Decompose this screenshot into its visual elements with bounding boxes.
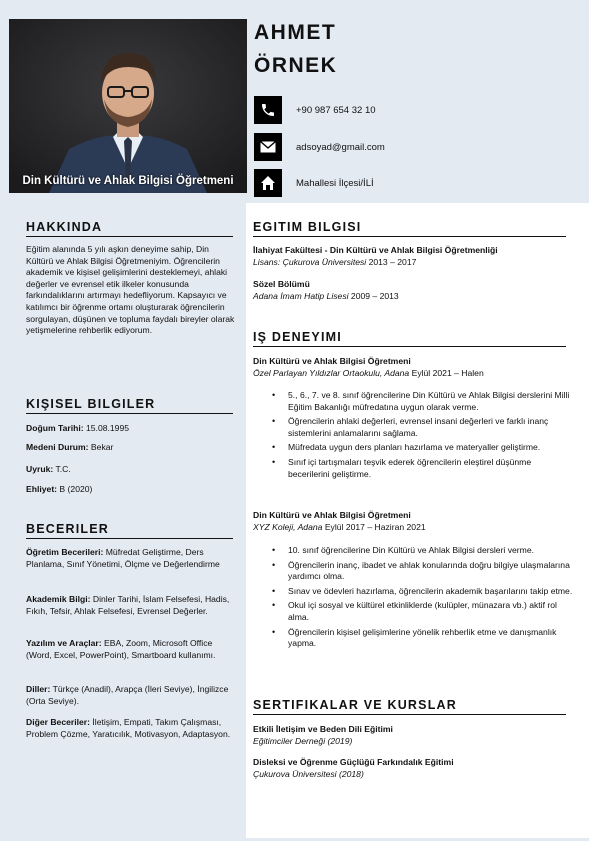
personal-item-birthdate bbox=[26, 423, 129, 433]
cert-issuer: Çukurova Üniversitesi (2018) bbox=[253, 768, 364, 779]
job-header bbox=[253, 356, 568, 379]
name-last: ÖRNEK bbox=[254, 54, 338, 77]
education-degree: Sözel Bölümü bbox=[253, 279, 310, 289]
cert-item bbox=[253, 724, 568, 747]
person-name bbox=[254, 16, 337, 82]
education-degree: İlahiyat Fakültesi - Din Kültürü ve Ahlak Bilgisi Öğretmenliği bbox=[253, 245, 498, 255]
list-item: • Sınıf içi tartışmaları teşvik ederek öğrencilerin eleştirel düşünme becerilerini geliştirme. bbox=[288, 457, 573, 480]
personal-title: KIŞISEL BILGILER bbox=[26, 397, 156, 411]
about-divider bbox=[26, 236, 233, 237]
skill-value: İletişim, Empati, Takım Çalışması, Problem Çözme, Yaratıcılık, Motivasyon, Adaptasyon. bbox=[26, 717, 231, 739]
list-item: • 10. sınıf öğrencilerine Din Kültürü ve Ahlak Bilgisi dersleri verme. bbox=[288, 545, 573, 557]
list-item: • Öğrencilerin inanç, ibadet ve ahlak konularında doğru bilgiye ulaşmalarına yardımcı olma. bbox=[288, 560, 573, 583]
experience-title: IŞ DENEYIMI bbox=[253, 330, 342, 344]
contact-address bbox=[254, 169, 374, 197]
skill-value: Türkçe (Anadil), Arapça (İleri Seviye), İngilizce (Orta Seviye). bbox=[26, 684, 229, 706]
personal-value: B (2020) bbox=[57, 484, 93, 494]
personal-item-nationality bbox=[26, 464, 71, 474]
list-item: • Okul içi sosyal ve kültürel etkinliklerde (kulüpler, münazara vb.) aktif rol alma. bbox=[288, 600, 573, 623]
education-title: EGITIM BILGISI bbox=[253, 220, 362, 234]
list-item: • Müfredata uygun ders planları hazırlama ve materyaller geliştirme. bbox=[288, 442, 573, 454]
list-item: • Öğrencilerin ahlaki değerleri, evrensel insani değerleri ve farklı inanç sistemlerini anlamalarını sağlama. bbox=[288, 416, 573, 439]
education-dates: 2009 – 2013 bbox=[348, 290, 399, 301]
skill-label: Diğer Beceriler: bbox=[26, 717, 91, 727]
profile-photo bbox=[9, 19, 247, 193]
education-entry bbox=[253, 279, 568, 302]
name-first: AHMET bbox=[254, 21, 337, 44]
skills-title: BECERILER bbox=[26, 522, 110, 536]
contact-email bbox=[254, 133, 385, 161]
job-header bbox=[253, 510, 568, 533]
cert-name: Disleksi ve Öğrenme Güçlüğü Farkındalık Eğitimi bbox=[253, 757, 454, 767]
certs-title: SERTIFIKALAR VE KURSLAR bbox=[253, 698, 457, 712]
experience-divider bbox=[253, 346, 566, 347]
home-icon bbox=[254, 169, 282, 197]
contact-phone bbox=[254, 96, 376, 124]
skill-item-software bbox=[26, 638, 238, 661]
skill-value: Dinler Tarihi, İslam Felsefesi, Hadis, Fıkıh, Tefsir, Ahlak Felsefesi, Evrensel Değerler. bbox=[26, 594, 230, 616]
skills-divider bbox=[26, 538, 233, 539]
job-dates: Eylül 2021 – Halen bbox=[409, 367, 484, 378]
personal-label: Medeni Durum: bbox=[26, 442, 89, 452]
photo-caption: Din Kültürü ve Ahlak Bilgisi Öğretmeni bbox=[22, 175, 234, 187]
education-divider bbox=[253, 236, 566, 237]
education-school: Adana İmam Hatip Lisesi bbox=[253, 290, 349, 301]
job-role: Din Kültürü ve Ahlak Bilgisi Öğretmeni bbox=[253, 510, 411, 520]
skill-item-other bbox=[26, 717, 238, 740]
job-bullets bbox=[288, 545, 573, 653]
personal-label: Doğum Tarihi: bbox=[26, 423, 84, 433]
education-entry bbox=[253, 245, 568, 268]
skill-value: EBA, Zoom, Microsoft Office (Word, Excel, PowerPoint), Smartboard kullanımı. bbox=[26, 638, 216, 660]
phone-icon bbox=[254, 96, 282, 124]
contact-phone-text: +90 987 654 32 10 bbox=[296, 104, 376, 116]
job-role: Din Kültürü ve Ahlak Bilgisi Öğretmeni bbox=[253, 356, 411, 366]
education-dates: 2013 – 2017 bbox=[366, 256, 417, 267]
job-org: Özel Parlayan Yıldızlar Ortaokulu, Adana bbox=[253, 367, 410, 378]
contact-email-text: adsoyad@gmail.com bbox=[296, 141, 385, 153]
skill-item-academic bbox=[26, 594, 238, 617]
skill-item-languages bbox=[26, 684, 238, 707]
contact-address-text: Mahallesi İlçesi/İLİ bbox=[296, 177, 374, 189]
portrait-illustration bbox=[9, 19, 247, 193]
personal-divider bbox=[26, 413, 233, 414]
skill-label: Yazılım ve Araçlar: bbox=[26, 638, 102, 648]
skill-label: Öğretim Becerileri: bbox=[26, 547, 104, 557]
job-dates: Eylül 2017 – Haziran 2021 bbox=[322, 521, 426, 532]
personal-item-license bbox=[26, 484, 92, 494]
education-school: Lisans: Çukurova Üniversitesi bbox=[253, 256, 367, 267]
skill-value: Müfredat Geliştirme, Ders Planlama, Sınıf Yönetimi, Ölçme ve Değerlendirme bbox=[26, 547, 220, 569]
personal-value: T.C. bbox=[53, 464, 71, 474]
personal-label: Uyruk: bbox=[26, 464, 54, 474]
job-org: XYZ Koleji, Adana bbox=[253, 521, 323, 532]
personal-item-marital bbox=[26, 442, 113, 452]
personal-value: 15.08.1995 bbox=[83, 423, 130, 433]
cert-name: Etkili İletişim ve Beden Dili Eğitimi bbox=[253, 724, 393, 734]
about-title: HAKKINDA bbox=[26, 220, 103, 234]
personal-value: Bekar bbox=[88, 442, 114, 452]
list-item: • Öğrencilerin kişisel gelişimlerine yönelik rehberlik etme ve danışmanlık yapma. bbox=[288, 627, 573, 650]
skill-label: Diller: bbox=[26, 684, 51, 694]
list-item: • 5., 6., 7. ve 8. sınıf öğrencilerine Din Kültürü ve Ahlak Bilgisi derslerini Milli Eğitim Bakanlığı müfredatına uygun olarak verme. bbox=[288, 390, 573, 413]
about-text: Eğitim alanında 5 yılı aşkın deneyime sahip, Din Kültürü ve Ahlak Bilgisi Öğretmeniyim. Öğrencilerin akademik ve kişisel gelişimlerini desteklemeyi, ahlaki değerler ve evrensel etik ilkeler konusunda farkındalıklarını artırmayı hedefliyorum. Kapsayıcı ve katılımcı bir öğrenme ortamı oluşturarak öğrencilerin sorgulayan, düşünen ve topluma faydalı bireyler olarak yetişmelerine rehberlik ediyorum. bbox=[26, 244, 235, 336]
list-item: • Sınav ve ödevleri hazırlama, öğrencilerin akademik başarılarını takip etme. bbox=[288, 586, 573, 598]
skill-label: Akademik Bilgi: bbox=[26, 594, 91, 604]
job-bullets bbox=[288, 390, 573, 483]
certs-divider bbox=[253, 714, 566, 715]
mail-icon bbox=[254, 133, 282, 161]
skill-item-teaching bbox=[26, 547, 238, 570]
cert-item bbox=[253, 757, 568, 780]
cert-issuer: Eğitimciler Derneği (2019) bbox=[253, 735, 353, 746]
personal-label: Ehliyet: bbox=[26, 484, 58, 494]
